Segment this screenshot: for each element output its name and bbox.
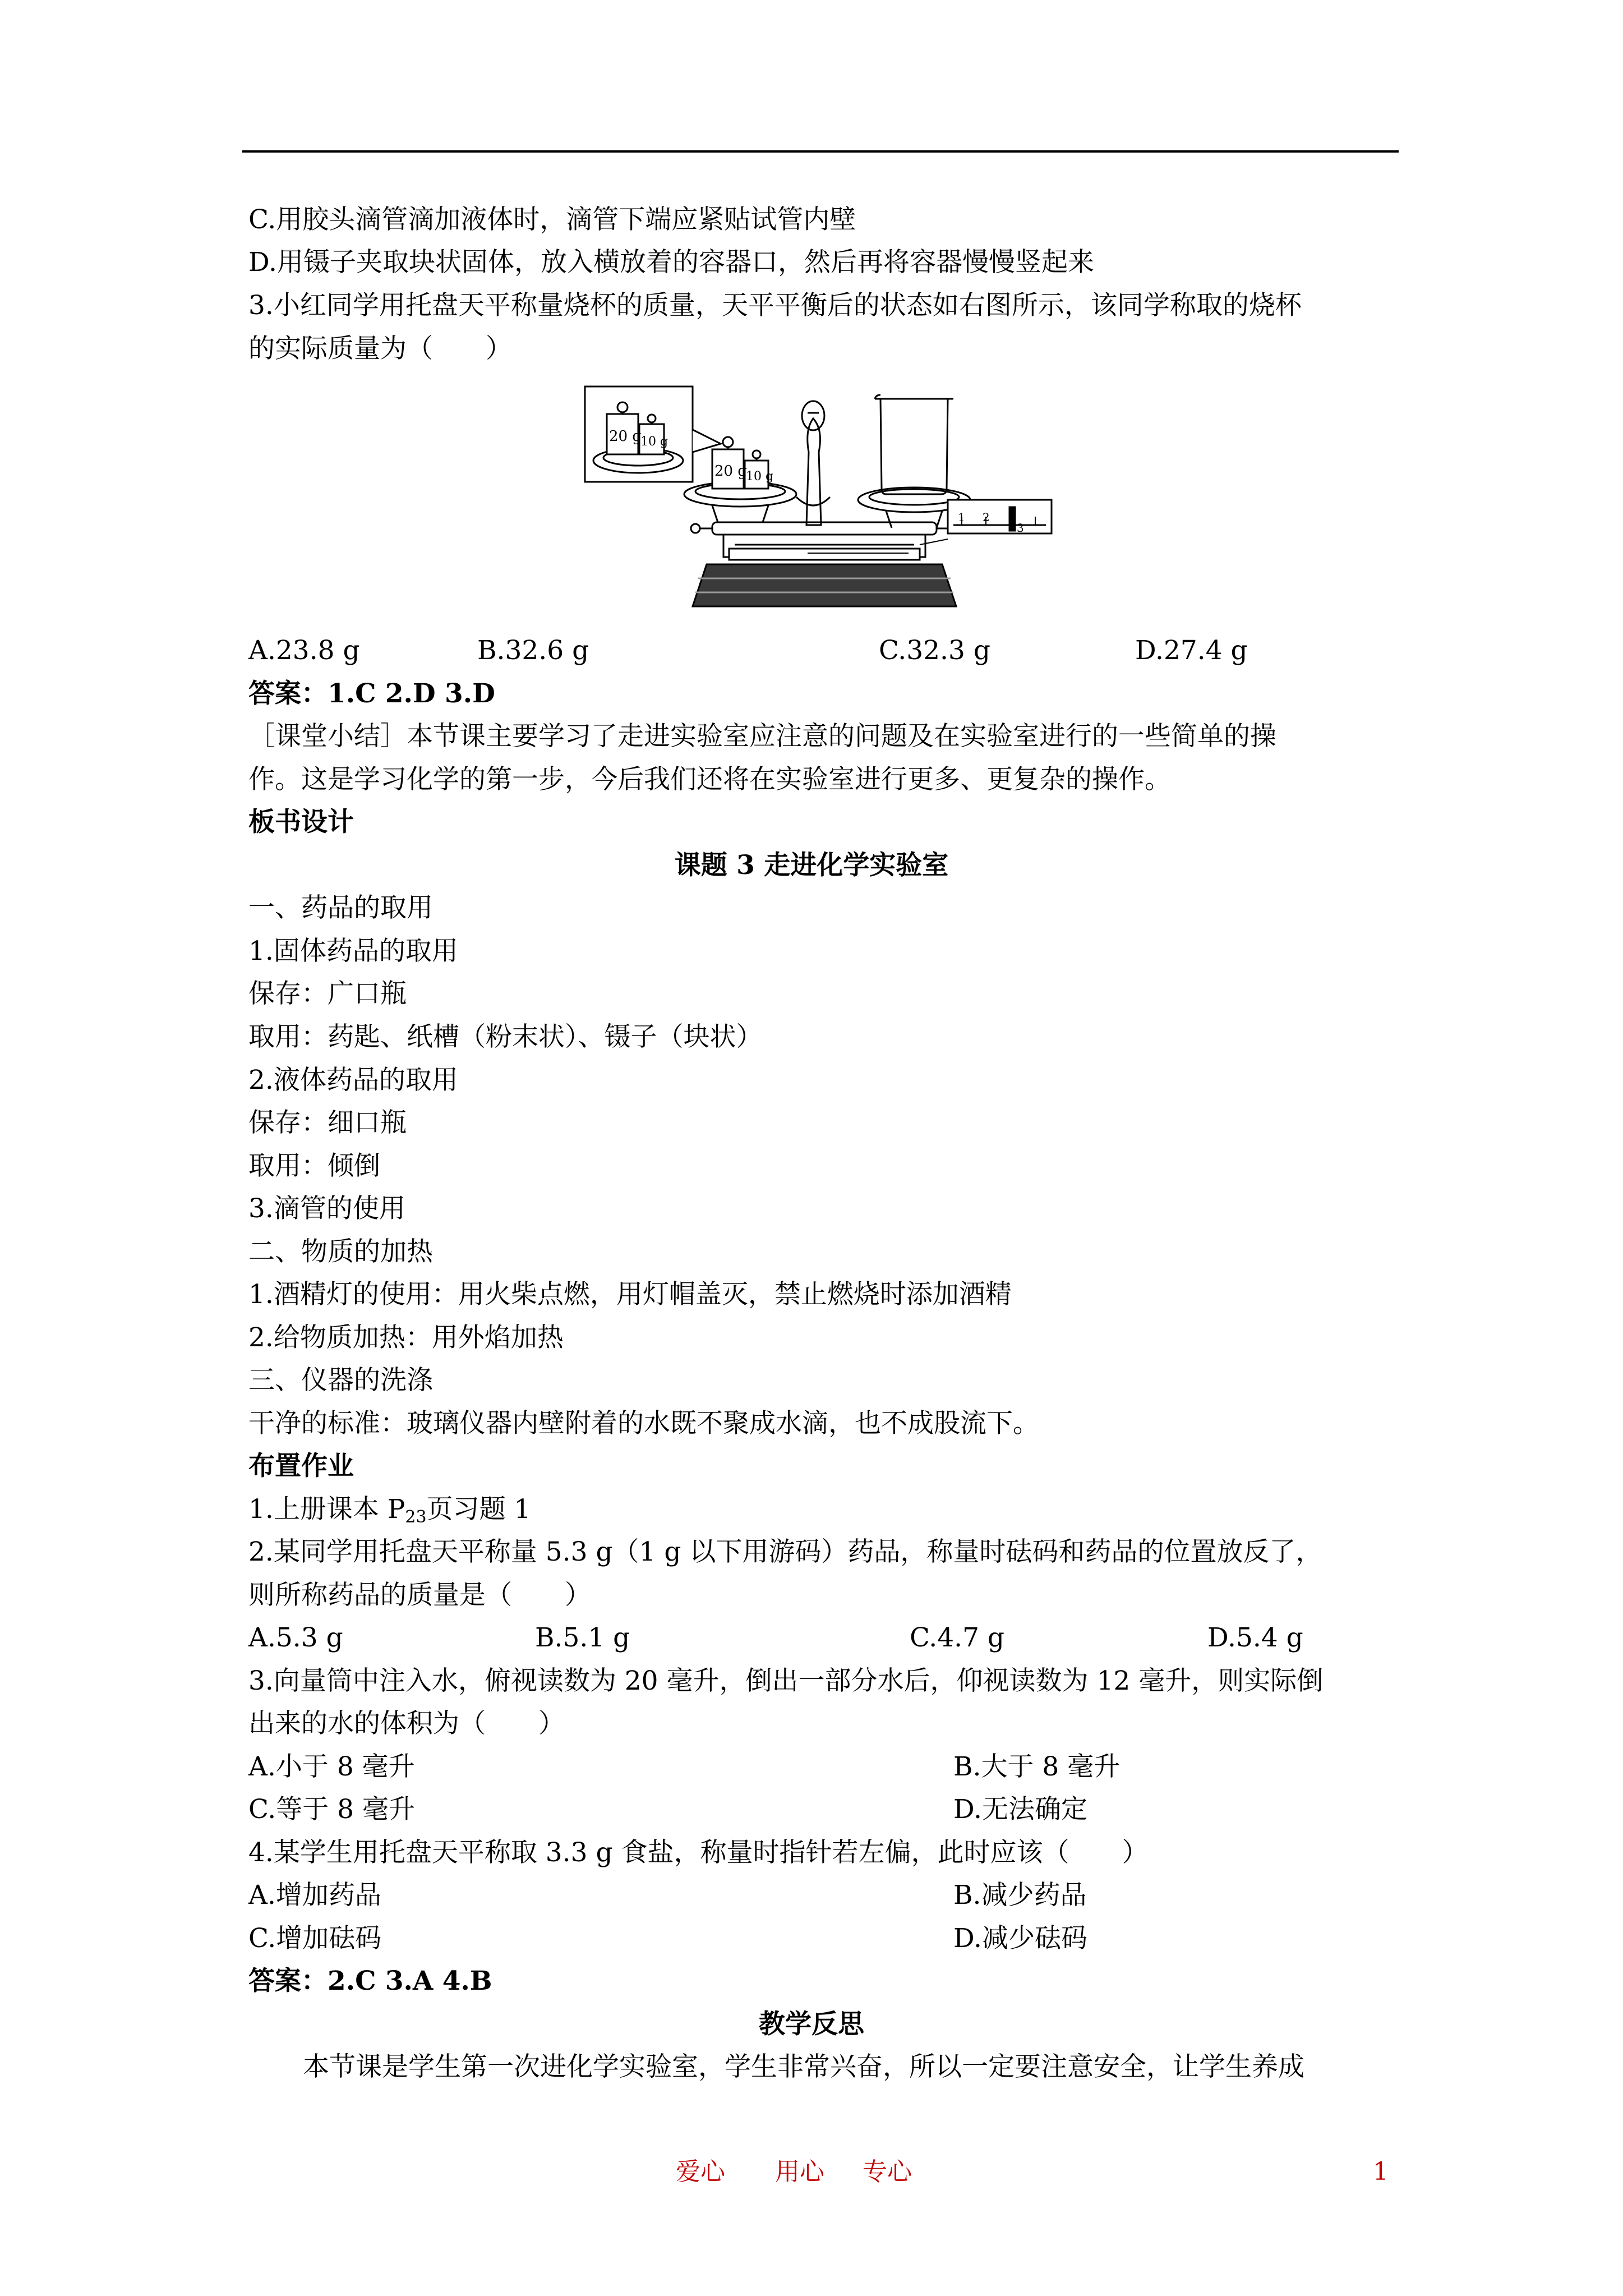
homework-heading: 布置作业	[248, 1451, 354, 1481]
section-1-item-2-taking: 取用：倾倒	[248, 1151, 380, 1181]
hw4-option-c: C.增加砝码	[248, 1923, 382, 1954]
footer-word-2: 用心	[775, 2157, 824, 2186]
hw3-option-c: C.等于 8 毫升	[248, 1794, 416, 1825]
question-3-line-2: 的实际质量为（ ）	[248, 333, 512, 364]
section-1-item-1-storage: 保存：广口瓶	[248, 978, 407, 1009]
summary-line-1: ［课堂小结］本节课主要学习了走进实验室应注意的问题及在实验室进行的一些简单的操	[248, 721, 1276, 752]
header-rule	[242, 150, 1399, 153]
homework-item-1-page-subscript: 23	[405, 1507, 427, 1527]
option-c-line: C.用胶头滴管滴加液体时，滴管下端应紧贴试管内壁	[248, 204, 856, 235]
section-2-item-1: 1.酒精灯的使用：用火柴点燃，用灯帽盖灭，禁止燃烧时添加酒精	[248, 1279, 1012, 1310]
section-2-heading: 二、物质的加热	[248, 1236, 433, 1267]
inset-weight-10-label: 10 g	[640, 435, 668, 449]
q3-option-b: B.32.6 g	[477, 635, 589, 666]
hw4-option-a: A.增加药品	[248, 1880, 381, 1911]
question-3-line-1: 3.小红同学用托盘天平称量烧杯的质量，天平平衡后的状态如右图所示，该同学称取的烧杯	[248, 290, 1302, 321]
summary-line-2: 作。这是学习化学的第一步，今后我们还将在实验室进行更多、更复杂的操作。	[248, 764, 1171, 795]
homework-item-2-line-2: 则所称药品的质量是（ ）	[248, 1580, 591, 1611]
hw4-option-b: B.减少药品	[953, 1880, 1087, 1911]
section-1-item-1: 1.固体药品的取用	[248, 936, 458, 967]
hw3-option-a: A.小于 8 毫升	[248, 1751, 415, 1782]
balance-scale-figure	[583, 385, 1054, 612]
board-title: 课题 3 走进化学实验室	[674, 850, 949, 881]
homework-item-1-prefix: 1.上册课本 P	[248, 1494, 405, 1525]
footer-word-3: 专心	[863, 2157, 912, 2186]
homework-item-3-line-2: 出来的水的体积为（ ）	[248, 1708, 565, 1739]
section-1-item-3: 3.滴管的使用	[248, 1193, 405, 1224]
hw2-option-a: A.5.3 g	[248, 1622, 343, 1653]
reflection-heading: 教学反思	[759, 2009, 864, 2040]
section-1-item-2: 2.液体药品的取用	[248, 1065, 458, 1096]
weight-20-label: 20 g	[714, 463, 747, 480]
ruler-label-1: 1	[958, 510, 965, 524]
board-design-heading: 板书设计	[248, 807, 354, 838]
homework-item-3-line-1: 3.向量筒中注入水，俯视读数为 20 毫升，倒出一部分水后，仰视读数为 12 毫升，则实际倒	[248, 1665, 1324, 1696]
section-1-heading: 一、药品的取用	[248, 892, 433, 923]
section-3-heading: 三、仪器的洗涤	[248, 1365, 433, 1396]
ruler-label-3: 3	[1017, 521, 1024, 535]
hw3-option-b: B.大于 8 毫升	[953, 1751, 1121, 1782]
hw2-option-d: D.5.4 g	[1207, 1622, 1303, 1653]
weight-10-label: 10 g	[746, 470, 774, 484]
footer-word-1: 爱心	[676, 2157, 725, 2186]
q3-option-c: C.32.3 g	[879, 635, 990, 666]
homework-item-4: 4.某学生用托盘天平称取 3.3 g 食盐，称量时指针若左偏，此时应该（ ）	[248, 1837, 1149, 1868]
answer-line-1: 答案：1.C 2.D 3.D	[248, 678, 495, 709]
page-number: 1	[1373, 2157, 1389, 2186]
homework-item-2-line-1: 2.某同学用托盘天平称量 5.3 g（1 g 以下用游码）药品，称量时砝码和药品的位置放反了，	[248, 1536, 1322, 1567]
homework-item-1-suffix: 页习题 1	[426, 1494, 531, 1525]
section-1-item-1-taking: 取用：药匙、纸槽（粉末状）、镊子（块状）	[248, 1022, 763, 1052]
option-d-line: D.用镊子夹取块状固体，放入横放着的容器口，然后再将容器慢慢竖起来	[248, 247, 1094, 278]
hw3-option-d: D.无法确定	[953, 1794, 1087, 1825]
homework-item-1	[248, 1496, 531, 1526]
section-2-item-2: 2.给物质加热：用外焰加热	[248, 1322, 564, 1353]
q3-option-d: D.27.4 g	[1135, 635, 1248, 666]
hw4-option-d: D.减少砝码	[953, 1923, 1087, 1954]
ruler-label-2: 2	[983, 510, 990, 524]
q3-option-a: A.23.8 g	[248, 635, 360, 666]
section-3-item-1: 干净的标准：玻璃仪器内壁附着的水既不聚成水滴，也不成股流下。	[248, 1408, 1039, 1439]
answer-line-2: 答案：2.C 3.A 4.B	[248, 1966, 492, 1996]
hw2-option-c: C.4.7 g	[910, 1622, 1004, 1653]
hw2-option-b: B.5.1 g	[535, 1622, 630, 1653]
reflection-line-1: 本节课是学生第一次进化学实验室，学生非常兴奋，所以一定要注意安全，让学生养成	[303, 2051, 1304, 2082]
section-1-item-2-storage: 保存：细口瓶	[248, 1107, 407, 1138]
inset-weight-20-label: 20 g	[609, 428, 642, 445]
